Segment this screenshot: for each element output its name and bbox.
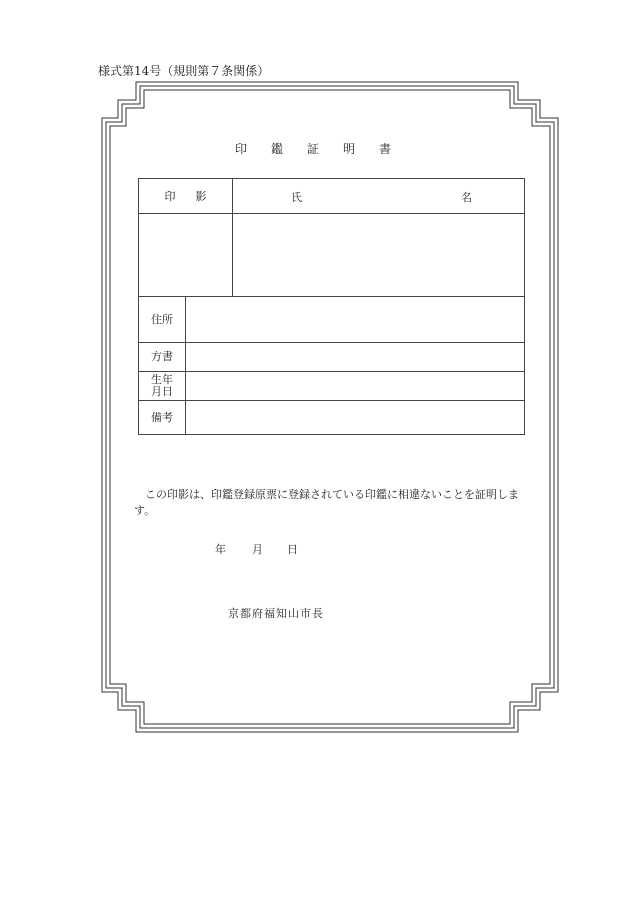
- birth-value: [186, 372, 525, 401]
- honorific-row: [139, 343, 525, 372]
- date-year: 年: [215, 543, 226, 556]
- address-label: 住所: [139, 297, 186, 343]
- issuer-name: 京都府福知山市長: [228, 607, 324, 620]
- birth-row: [139, 372, 525, 401]
- honorific-value: [186, 343, 525, 372]
- name-header-given: 名: [461, 191, 472, 204]
- name-header-family: 氏: [291, 191, 302, 204]
- seal-row: [139, 214, 525, 297]
- remarks-label: 備考: [139, 401, 186, 435]
- remarks-value: [186, 401, 525, 435]
- seal-header: 印影: [139, 179, 233, 214]
- address-value: [186, 297, 525, 343]
- name-header: [233, 179, 525, 214]
- date-month: 月: [252, 543, 263, 556]
- honorific-label: 方書: [139, 343, 186, 372]
- table-header-row: [139, 179, 525, 214]
- birth-label-line2: 月日: [151, 385, 173, 398]
- certificate-table: [138, 178, 525, 435]
- document-title: 印鑑証明書: [234, 142, 415, 156]
- birth-label-line1: 生年: [151, 373, 173, 386]
- seal-impression-cell: [139, 214, 233, 297]
- form-number: 様式第14号（規則第７条関係）: [98, 64, 270, 78]
- address-row: [139, 297, 525, 343]
- name-cell: [233, 214, 525, 297]
- certification-statement: この印影は、印鑑登録原票に登録されている印鑑に相違ないことを証明します。: [134, 488, 519, 517]
- birth-label: [139, 372, 186, 401]
- remarks-row: [139, 401, 525, 435]
- date-day: 日: [287, 543, 298, 556]
